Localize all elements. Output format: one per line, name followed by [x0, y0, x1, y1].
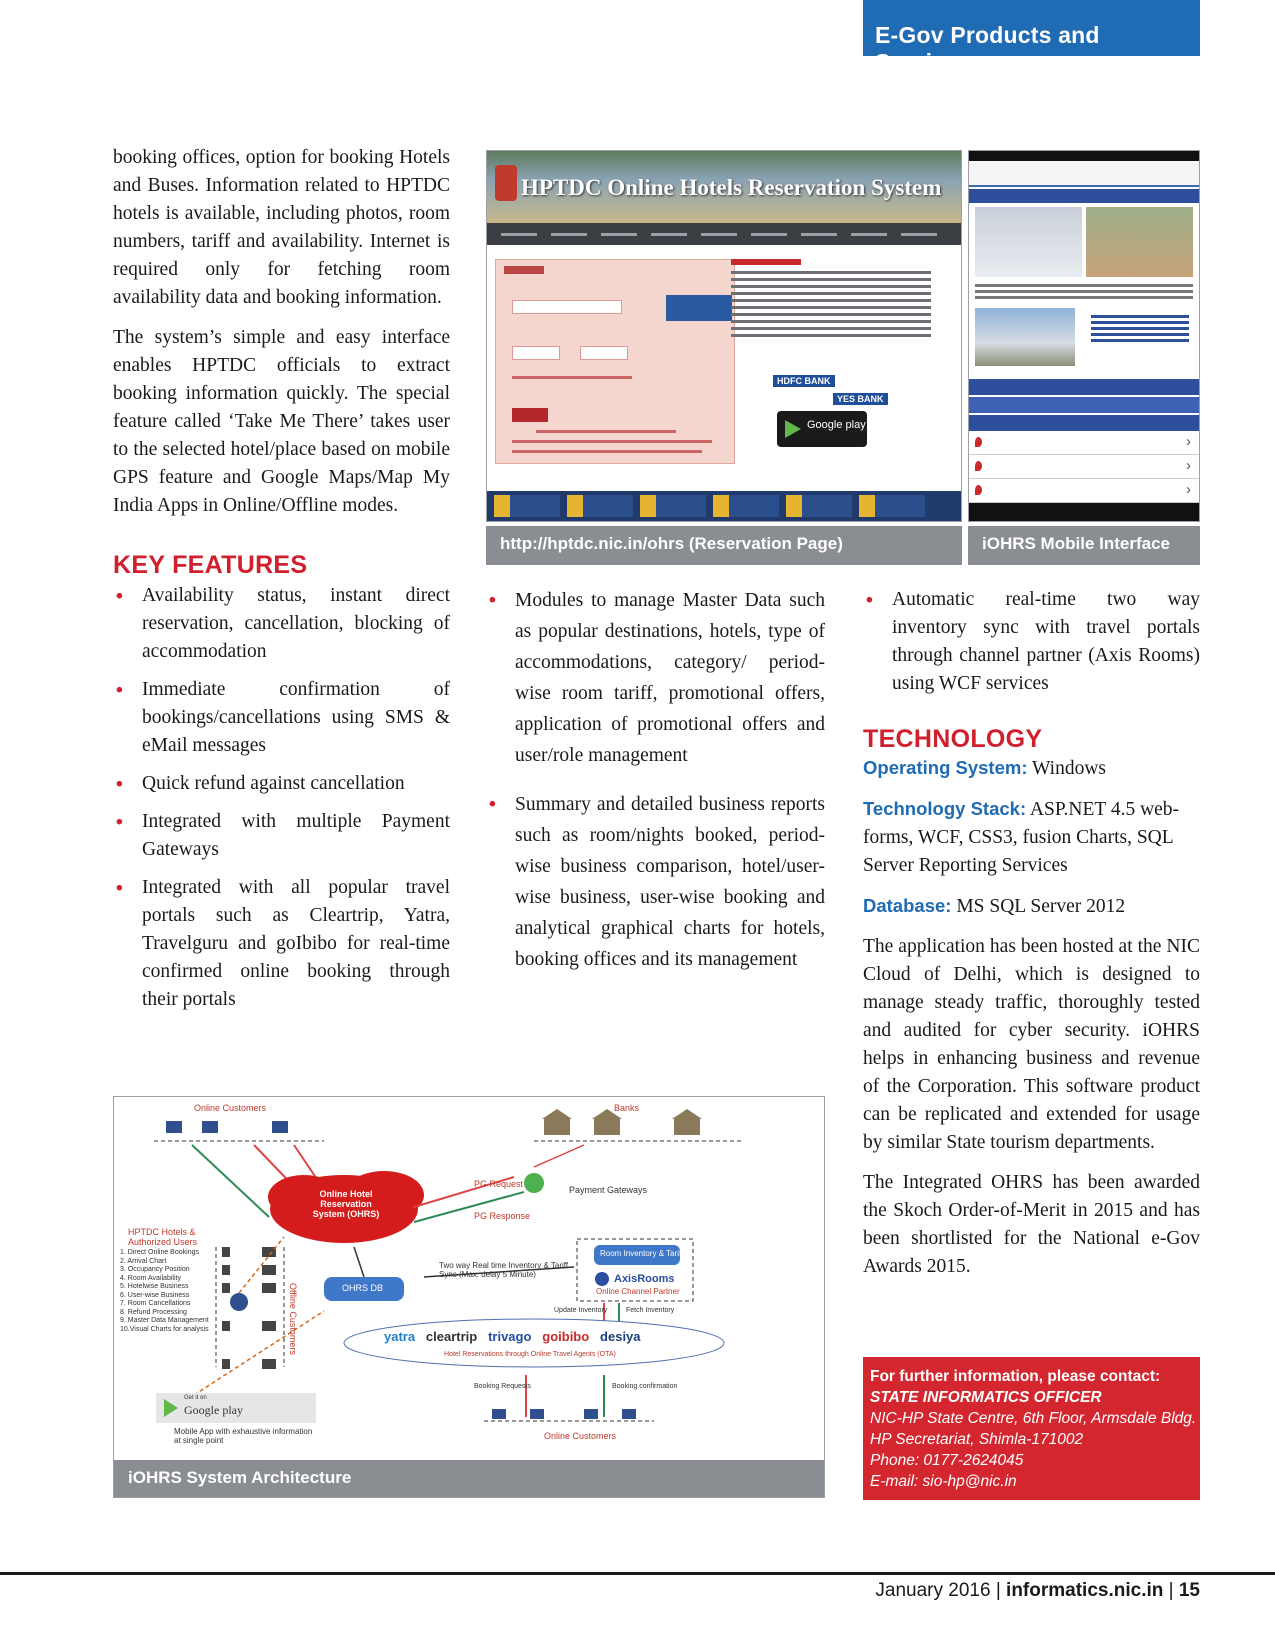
architecture-caption: iOHRS System Architecture: [114, 1460, 825, 1498]
mobile-interface-screenshot: [968, 150, 1200, 522]
section-title: E-Gov Products and Services: [863, 0, 1200, 56]
diagram-ota-brands: yatra cleartrip trivago goibibo desiya: [384, 1329, 641, 1344]
right-column: [863, 586, 1200, 1293]
diagram-ohrs-db: OHRS DB: [342, 1283, 384, 1293]
middle-column: [486, 585, 825, 989]
instant-reservation-text: [731, 259, 931, 349]
diagram-ota-caption: Hotel Reservations through Online Travel Agents (OTA): [444, 1351, 616, 1358]
feature-item: • Immediate confirmation of bookings/cancellations using SMS & eMail messages: [116, 679, 450, 756]
diagram-online-customers-bottom: Online Customers: [544, 1431, 617, 1441]
diagram-booking-confirmation: Booking confirmation: [612, 1383, 678, 1390]
key-features-heading: KEY FEATURES: [113, 551, 308, 579]
module-item: • Summary and detailed business reports such as room/nights booked, period-wise business comparison, hotel/user-wise business, user-wise booking and analytical graphical charts for hotels, booking offices and its management: [489, 793, 825, 970]
sync-list: [863, 586, 1200, 698]
stack-label: Technology Stack:: [863, 798, 1027, 819]
diagram-axisrooms: AxisRooms: [614, 1273, 675, 1285]
mobile-list-item: [969, 479, 1199, 503]
diagram-offline-customers: Offline Customers: [288, 1283, 298, 1355]
footer-site: informatics.nic.in: [1006, 1580, 1164, 1601]
diagram-google-play: Google play: [184, 1403, 243, 1417]
page-number: 15: [1178, 1580, 1200, 1601]
diagram-core-label: Online Hotel Reservation System (OHRS): [312, 1189, 380, 1219]
sync-item: • Automatic real-time two way inventory sync with travel portals through channel partner (Axis Rooms) using WCF services: [866, 589, 1200, 694]
diagram-inventory-sync: Two way Real time Inventory & Tariff Sync (Max. delay 5 Minute): [439, 1261, 569, 1279]
search-hotels-form: [495, 259, 735, 464]
architecture-diagram: [113, 1096, 825, 1498]
diagram-payment-gateways: Payment Gateways: [569, 1185, 648, 1195]
mobile-list-item: [969, 431, 1199, 455]
modules-list: [486, 585, 825, 975]
system-paragraph: The system’s simple and easy interface enables HPTDC officials to extract booking information quickly. The special feature called ‘Take Me There’ takes user to the selected hotel/place based on mobile GPS feature and Google Maps/Map My India Apps in Online/Offline modes.: [113, 327, 450, 516]
diagram-channel-partner: Online Channel Partner: [596, 1287, 680, 1296]
mobile-app-header: [969, 161, 1199, 187]
feature-item: • Integrated with multiple Payment Gateways: [116, 811, 450, 860]
footer: January 2016 | informatics.nic.in | 15: [875, 1580, 1200, 1601]
diagram-fetch-inventory: Fetch Inventory: [626, 1307, 675, 1314]
os-line: [863, 754, 1200, 783]
mobile-nav-bar: [969, 503, 1199, 521]
web-banner-title: HPTDC Online Hotels Reservation System: [521, 175, 942, 200]
left-column: [113, 144, 450, 1024]
web-nav: [487, 223, 961, 245]
google-play-badge: Google play: [777, 411, 867, 447]
os-label: Operating System:: [863, 757, 1028, 778]
web-quick-links: [487, 491, 961, 521]
key-features-list: [113, 582, 450, 1014]
footer-rule: [0, 1572, 1275, 1575]
yes-bank-logo: YES BANK: [833, 393, 888, 405]
computer-icon: [166, 1121, 288, 1133]
diagram-update-inventory: Update Inventory: [554, 1307, 608, 1314]
db-value: MS SQL Server 2012: [951, 896, 1126, 917]
diagram-online-customers-top: Online Customers: [194, 1103, 267, 1113]
diagram-mobile-app-note: Mobile App with exhaustive information at single point: [174, 1427, 313, 1445]
contact-email: E-mail: sio-hp@nic.in: [870, 1473, 1017, 1490]
db-line: [863, 892, 1200, 921]
diagram-pg-response: PG Response: [474, 1211, 531, 1221]
web-banner: [487, 151, 961, 223]
diagram-get-it-on: Get it on: [184, 1395, 207, 1401]
hosting-paragraph: The application has been hosted at the NIC Cloud of Delhi, which is designed to manage steady traffic, thoroughly tested and audited for cyber security. iOHRS helps in enhancing business and revenue of the Corporation. This software product can be replicated and extended for usage by similar State tourism departments.: [863, 936, 1200, 1153]
technology-heading: TECHNOLOGY: [863, 725, 1043, 753]
award-paragraph: The Integrated OHRS has been awarded the Skoch Order-of-Merit in 2015 and has been shortlisted for the National e-Gov Awards 2015.: [863, 1172, 1200, 1277]
contact-phone: Phone: 0177-2624045: [870, 1452, 1024, 1469]
feature-item: • Availability status, instant direct reservation, cancellation, blocking of accommodation: [116, 585, 450, 662]
db-label: Database:: [863, 895, 952, 916]
mobile-interface-caption: iOHRS Mobile Interface: [968, 526, 1200, 565]
intro-paragraph: booking offices, option for booking Hotels and Buses. Information related to HPTDC hotels is available, including photos, room numbers, tariff and availability. Internet is required only for fetching room availability data and booking information.: [113, 147, 450, 308]
reservation-page-screenshot: [486, 150, 962, 522]
reservation-page-caption: http://hptdc.nic.in/ohrs (Reservation Page): [486, 526, 962, 565]
diagram-hptdc-users-list: 1. Direct Online Bookings 2. Arrival Chart 3. Occupancy Position 4. Room Availability 5. Hotelwise Business 6. User-wise Business 7. Room Cancellations 8. Refund Processing 9. Master Data Management 10.Visual Charts for analysis: [120, 1249, 209, 1333]
diagram-pg-request: PG Request: [474, 1179, 524, 1189]
os-value: Windows: [1027, 758, 1106, 779]
mobile-list-item: [969, 455, 1199, 479]
feature-item: • Integrated with all popular travel portals such as Cleartrip, Yatra, Travelguru and goIbibo for real-time confirmed online booking through their portals: [116, 877, 450, 1010]
stack-line: [863, 795, 1200, 880]
diagram-hptdc-users-title: HPTDC Hotels & Authorized Users: [128, 1227, 198, 1247]
hdfc-bank-logo: HDFC BANK: [773, 375, 835, 387]
contact-address-1: NIC-HP State Centre, 6th Floor, Armsdale Bldg.: [870, 1410, 1197, 1427]
diagram-room-inventory: Room Inventory & Tariff: [600, 1249, 684, 1258]
diagram-banks-label: Banks: [614, 1103, 640, 1113]
hptdc-logo-icon: [495, 165, 517, 201]
module-item: • Modules to manage Master Data such as popular destinations, hotels, type of accommodations, category/ period-wise room tariff, promotional offers, application of promotional offers and user/role management: [489, 589, 825, 766]
footer-date: January 2016: [875, 1580, 991, 1601]
contact-box: [863, 1357, 1200, 1500]
feature-item: • Quick refund against cancellation: [116, 773, 405, 795]
contact-address-2: HP Secretariat, Shimla-171002: [870, 1431, 1084, 1448]
stack-value: ASP.NET 4.5 web-forms, WCF, CSS3, fusion Charts, SQL Server Reporting Services: [863, 799, 1180, 876]
diagram-booking-requests: Booking Requests: [474, 1383, 531, 1390]
contact-role: STATE INFORMATICS OFFICER: [870, 1389, 1102, 1406]
contact-heading: For further information, please contact:: [870, 1368, 1161, 1385]
